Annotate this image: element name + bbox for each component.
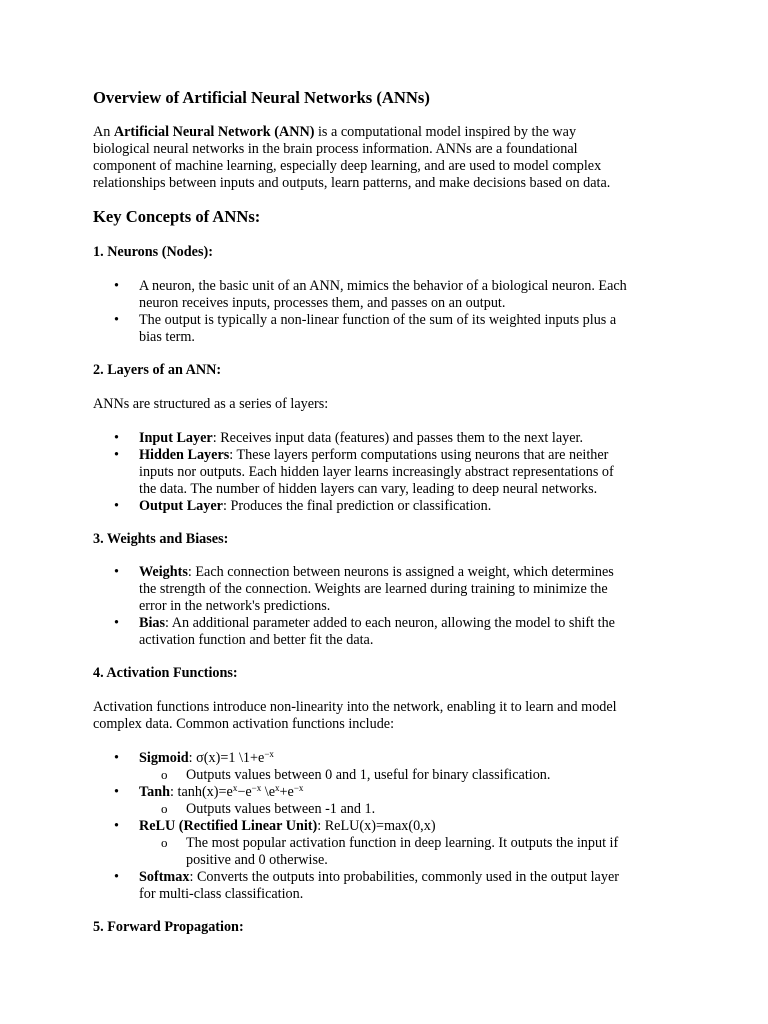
intro-line3: component of machine learning, especially deep learning, and are used to model complex bbox=[93, 158, 602, 174]
list-item: • Bias: An additional parameter added to each neuron, allowing the model to shift the activation function and better fit the data. bbox=[93, 615, 683, 649]
section-neurons-heading: 1. Neurons (Nodes): bbox=[93, 244, 213, 260]
intro-line4: relationships between inputs and outputs, learn patterns, and make decisions based on data. bbox=[93, 175, 611, 191]
list-item: • Input Layer: Receives input data (features) and passes them to the next layer. bbox=[93, 430, 683, 447]
layers-list bbox=[93, 430, 683, 515]
list-item: • Hidden Layers: These layers perform computations using neurons that are neither inputs nor outputs. Each hidden layer learns increasingly abstract representations of the data. The number of hidden layers can vary, leading to deep neural networks. bbox=[93, 447, 683, 498]
section-forward-heading: 5. Forward Propagation: bbox=[93, 919, 244, 935]
intro-paragraph bbox=[93, 124, 683, 192]
intro-lead: An bbox=[93, 124, 114, 140]
weights-list bbox=[93, 564, 683, 649]
list-item: • Tanh: $\tanh(x)=e^x-e^{-x}$ $\backslash e^x+e^{-x}$ bbox=[93, 784, 683, 801]
sub-list-item: o Outputs values between -1 and 1. bbox=[93, 801, 683, 818]
list-item: • Sigmoid: σ(x)=1 $\backslash 1+e^{-x}$ bbox=[93, 750, 683, 767]
neurons-list bbox=[93, 278, 683, 346]
list-item: • The output is typically a non-linear function of the sum of its weighted inputs plus a bias term. bbox=[93, 312, 683, 346]
activation-list bbox=[93, 750, 683, 903]
list-item: • ReLU (Rectified Linear Unit): ReLU(x)=max(0,x) bbox=[93, 818, 683, 835]
intro-term: Artificial Neural Network (ANN) bbox=[113, 124, 315, 140]
list-item: • Output Layer: Produces the final prediction or classification. bbox=[93, 498, 683, 515]
sub-list-item: o The most popular activation function in deep learning. It outputs the input if positive and 0 otherwise. bbox=[93, 835, 683, 869]
section-activation-heading: 4. Activation Functions: bbox=[93, 665, 238, 681]
document-title: Overview of Artificial Neural Networks (ANNs) bbox=[93, 88, 430, 107]
layers-intro: ANNs are structured as a series of layers: bbox=[93, 396, 329, 412]
key-concepts-heading: Key Concepts of ANNs: bbox=[93, 207, 261, 226]
activation-intro: Activation functions introduce non-linearity into the network, enabling it to learn and model complex data. Common activation functions include: bbox=[93, 699, 617, 732]
section-weights-heading: 3. Weights and Biases: bbox=[93, 531, 229, 547]
list-item: • Weights: Each connection between neurons is assigned a weight, which determines the strength of the connection. Weights are learned during training to minimize the error in the network's predictions. bbox=[93, 564, 683, 615]
intro-line1-rest: is a computational model inspired by the way bbox=[314, 124, 577, 140]
sub-list-item: o Outputs values between 0 and 1, useful for binary classification. bbox=[93, 767, 683, 784]
list-item: • Softmax: Converts the outputs into probabilities, commonly used in the output layer for multi-class classification. bbox=[93, 869, 683, 903]
intro-line2: biological neural networks in the brain process information. ANNs are a foundational bbox=[93, 141, 578, 157]
section-layers-heading: 2. Layers of an ANN: bbox=[93, 362, 222, 378]
list-item: • A neuron, the basic unit of an ANN, mimics the behavior of a biological neuron. Each neuron receives inputs, processes them, and passes on an output. bbox=[93, 278, 683, 312]
